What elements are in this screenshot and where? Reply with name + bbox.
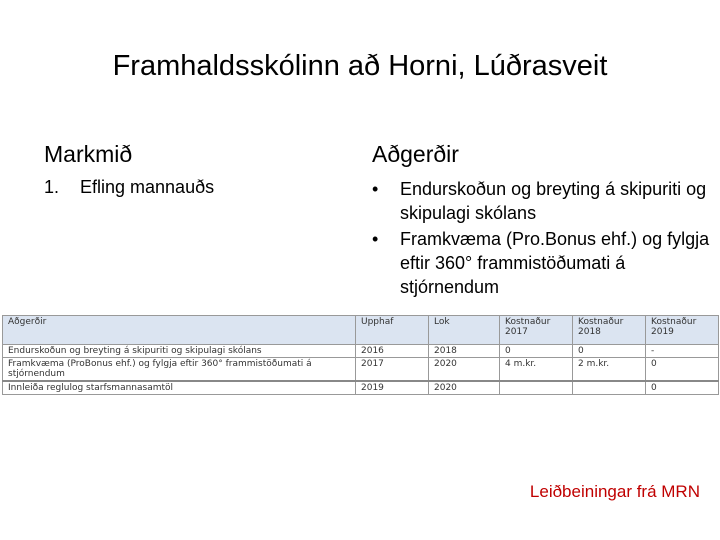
bullet-icon: •: [372, 179, 379, 199]
cell: -: [646, 345, 719, 358]
actions-table: [2, 315, 719, 395]
action-item: • Framkvæma (Pro.Bonus ehf.) og fylgja eftir 360° frammistöðumati á stjórnendum: [372, 229, 710, 297]
cell: 0: [500, 345, 573, 358]
cell: 2016: [356, 345, 429, 358]
goal-text: Efling mannauðs: [80, 177, 215, 197]
cell: Endurskoðun og breyting á skipuriti og skipulagi skólans: [3, 345, 356, 358]
cell: 2020: [429, 358, 500, 382]
header-cell: Kostnaður 2017: [500, 316, 573, 345]
action-item: • Endurskoðun og breyting á skipuriti og skipulagi skólans: [372, 179, 707, 223]
cell: 0: [646, 381, 719, 395]
slide-title: Framhaldsskólinn að Horni, Lúðrasveit: [112, 50, 608, 82]
cell: [573, 381, 646, 395]
source-note: Leiðbeiningar frá MRN: [529, 482, 700, 501]
goals-heading: Markmið: [44, 141, 133, 167]
header-cell: Kostnaður 2019: [646, 316, 719, 345]
bullet-icon: •: [372, 229, 379, 249]
cell: 2017: [356, 358, 429, 382]
goal-number: 1.: [44, 177, 60, 197]
cell: 2018: [429, 345, 500, 358]
cell: 2019: [356, 381, 429, 395]
actions-heading: Aðgerðir: [372, 141, 459, 167]
actions-list: [372, 177, 712, 301]
goals-list: [44, 177, 214, 198]
table-row: [3, 345, 719, 358]
header-cell: Aðgerðir: [3, 316, 356, 345]
table-row: [3, 381, 719, 395]
cell: [500, 381, 573, 395]
cell: 0: [573, 345, 646, 358]
table-header-row: [3, 316, 719, 345]
header-cell: Lok: [429, 316, 500, 345]
header-cell: Kostnaður 2018: [573, 316, 646, 345]
table-row: [3, 358, 719, 382]
cell: 4 m.kr.: [500, 358, 573, 382]
cell: Innleiða reglulog starfsmannasamtöl: [3, 381, 356, 395]
cell: 2020: [429, 381, 500, 395]
cell: Framkvæma (ProBonus ehf.) og fylgja eftir 360° frammistöðumati á stjórnendum: [3, 358, 356, 382]
cell: 0: [646, 358, 719, 382]
cell: 2 m.kr.: [573, 358, 646, 382]
header-cell: Upphaf: [356, 316, 429, 345]
